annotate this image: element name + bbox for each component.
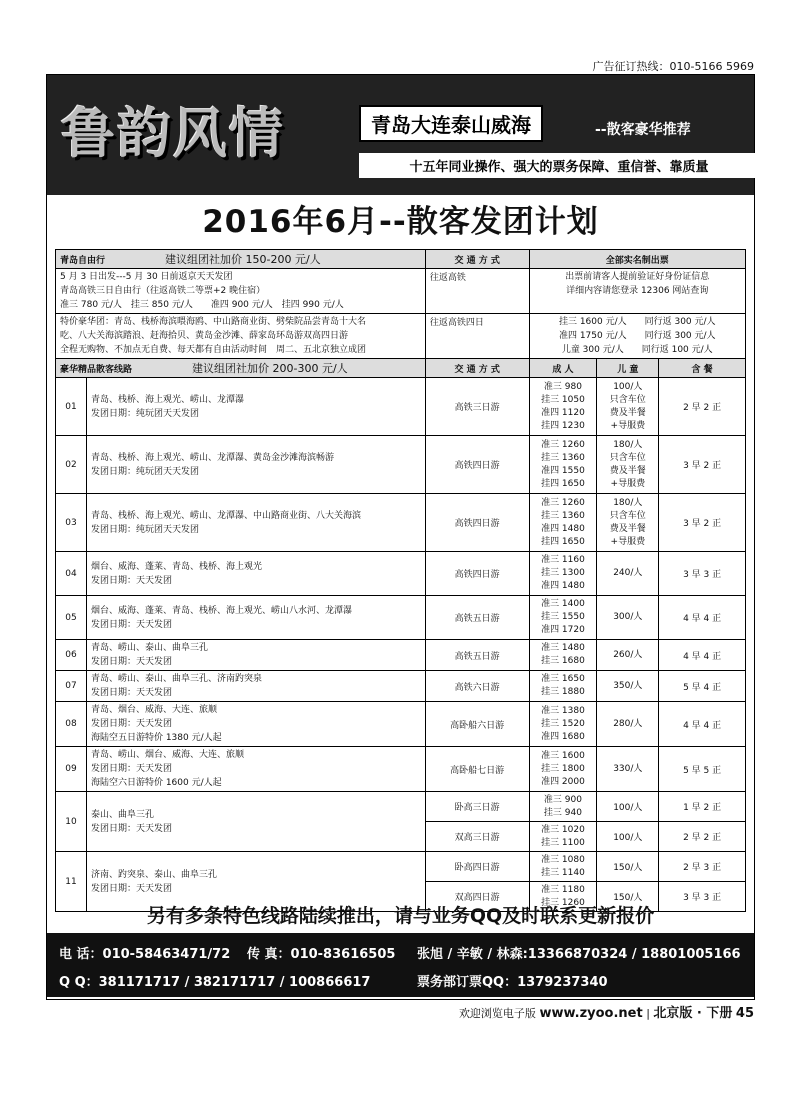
self-header-row [56, 250, 746, 269]
meal-cell: 3 早 3 正 [659, 882, 746, 912]
adult-price-cell: 准三 1180 挂三 1260 [529, 882, 597, 912]
child-price-cell: 260/人 [597, 640, 659, 671]
row-number: 05 [56, 596, 87, 640]
meal-cell: 3 早 3 正 [659, 552, 746, 596]
child-price-cell: 240/人 [597, 552, 659, 596]
headline: 2016年6月--散客发团计划 [202, 204, 599, 240]
contact-people: 张旭 / 辛敏 / 林森:13366870324 / 18801005166 [417, 947, 741, 962]
meal-cell: 3 早 2 正 [659, 436, 746, 494]
contact-ticket-qq: 票务部订票QQ：1379237340 [417, 975, 608, 990]
adult-price-cell: 准三 1600 挂三 1800 准四 2000 [529, 747, 597, 792]
adult-price-cell: 准三 1160 挂三 1300 准四 1480 [529, 552, 597, 596]
tour-row [56, 671, 746, 702]
page-number: 45 [735, 1006, 754, 1021]
route-cell: 青岛、栈桥、海上观光、崂山、龙潭瀑、中山路商业街、八大关海滨 发团日期：纯玩团天天发团 [86, 494, 425, 552]
transport-cell: 双高三日游 [425, 822, 529, 852]
transport-cell: 双高四日游 [425, 882, 529, 912]
meal-cell: 4 早 4 正 [659, 596, 746, 640]
tour-row [56, 852, 746, 882]
adult-price-cell: 准三 1260 挂三 1360 准四 1550 挂四 1650 [529, 436, 597, 494]
adult-price-cell: 准三 1650 挂三 1880 [529, 671, 597, 702]
site-link[interactable]: www.zyoo.net [539, 1006, 643, 1021]
bottom-line: 另有多条特色线路陆续推出，请与业务QQ及时联系更新报价 [146, 905, 655, 927]
route-cell: 青岛、栈桥、海上观光、崂山、龙潭瀑 发团日期：纯玩团天天发团 [86, 378, 425, 436]
meal-cell: 2 早 3 正 [659, 852, 746, 882]
tour-row [56, 792, 746, 822]
adult-price-cell: 准三 1080 挂三 1140 [529, 852, 597, 882]
tour-row [56, 596, 746, 640]
child-price-cell: 180/人 只含车位 费及半餐 +导服费 [597, 494, 659, 552]
meal-cell: 5 早 5 正 [659, 747, 746, 792]
row-number: 01 [56, 378, 87, 436]
transport-header: 交 通 方 式 [425, 250, 529, 269]
transport-cell: 高铁五日游 [425, 596, 529, 640]
transport-cell: 高卧船六日游 [425, 702, 529, 747]
adult-price-cell: 准三 1480 挂三 1680 [529, 640, 597, 671]
transport-cell: 高铁四日游 [425, 436, 529, 494]
adult-price-cell: 准三 1020 挂三 1100 [529, 822, 597, 852]
meal-cell: 2 早 2 正 [659, 822, 746, 852]
transport-cell: 高铁三日游 [425, 378, 529, 436]
footer: 欢迎浏览电子版 www.zyoo.net | 北京版 · 下册 45 [458, 1006, 754, 1021]
tour-row [56, 378, 746, 436]
route-cell: 青岛、崂山、泰山、曲阜三孔、济南趵突泉 发团日期：天天发团 [86, 671, 425, 702]
transport-cell: 高铁四日游 [425, 552, 529, 596]
row-number: 10 [56, 792, 87, 852]
transport-cell: 卧高三日游 [425, 792, 529, 822]
notice-title: 全部实名制出票 [529, 250, 745, 269]
adult-price-cell: 准三 1260 挂三 1360 准四 1480 挂四 1650 [529, 494, 597, 552]
child-price-cell: 100/人 [597, 822, 659, 852]
meal-cell: 4 早 4 正 [659, 702, 746, 747]
lux-header-row: 豪华精品散客线路 建议组团社加价 200-300 元/人 交 通 方 式 成 人 儿 童 含 餐 [56, 359, 746, 378]
self-row-2: 特价豪华团：青岛、栈桥海滨喂海鸥、中山路商业街、劈柴院品尝青岛十大名 吃、八大关海滨踏浪、赶海拾贝、黄岛金沙滩、薛家岛环岛游双高四日游 全程无购物、不加点无自费、每天都有自由活动时间 周二、五北京独立成团 往返高铁四日 挂三 1600 元/人 同行返 300 元/人 准四 1750 元/人 同行返 300 元/人 儿童 300 元/人 同行返 100 元/人 [56, 314, 746, 359]
meal-cell: 4 早 4 正 [659, 640, 746, 671]
child-price-cell: 100/人 [597, 792, 659, 822]
row-number: 08 [56, 702, 87, 747]
transport-cell: 高铁四日游 [425, 494, 529, 552]
route-cell: 烟台、威海、蓬莱、青岛、栈桥、海上观光 发团日期：天天发团 [86, 552, 425, 596]
transport-cell: 卧高四日游 [425, 852, 529, 882]
route-cell: 青岛、崂山、泰山、曲阜三孔 发团日期：天天发团 [86, 640, 425, 671]
adult-price-cell: 准三 1400 挂三 1550 准四 1720 [529, 596, 597, 640]
tour-row [56, 494, 746, 552]
child-price-cell: 330/人 [597, 747, 659, 792]
row-number: 06 [56, 640, 87, 671]
self-row-1: 5 月 3 日出发---5 月 30 日前返京天天发团 青岛高铁三日自由行（往返高铁二等票+2 晚住宿） 准三 780 元/人 挂三 850 元/人 准四 900 元/人 挂四 990 元/人 往返高铁 出票前请客人提前验证好身份证信息 详细内容请您登录 12306 网站查询 [56, 269, 746, 314]
child-price-cell: 150/人 [597, 882, 659, 912]
row-number: 03 [56, 494, 87, 552]
row-number: 07 [56, 671, 87, 702]
route-cell: 济南、趵突泉、泰山、曲阜三孔 发团日期：天天发团 [86, 852, 425, 912]
transport-cell: 高铁五日游 [425, 640, 529, 671]
row-number: 11 [56, 852, 87, 912]
adult-price-cell: 准三 980 挂三 1050 准四 1120 挂四 1230 [529, 378, 597, 436]
row-number: 09 [56, 747, 87, 792]
adult-price-cell: 准三 900 挂三 940 [529, 792, 597, 822]
meal-cell: 2 早 2 正 [659, 378, 746, 436]
contact-qq: Q Q：381171717 / 382171717 / 100866617 [59, 975, 371, 990]
child-price-cell: 280/人 [597, 702, 659, 747]
child-price-cell: 350/人 [597, 671, 659, 702]
child-price-cell: 100/人 只含车位 费及半餐 +导服费 [597, 378, 659, 436]
transport-cell: 高铁六日游 [425, 671, 529, 702]
contact-bar [47, 933, 754, 997]
brand-logo: 鲁韵风情 [61, 101, 285, 165]
self-section-title: 青岛自由行 建议组团社加价 150-200 元/人 [56, 250, 426, 269]
banner [47, 75, 754, 195]
ad-hotline: 广告征订热线：010-5166 5969 [592, 60, 754, 73]
tour-row [56, 552, 746, 596]
tour-row [56, 640, 746, 671]
tagline: --散客豪华推荐 [595, 122, 691, 138]
child-price-cell: 300/人 [597, 596, 659, 640]
route-cell: 泰山、曲阜三孔 发团日期：天天发团 [86, 792, 425, 852]
transport-cell: 高卧船七日游 [425, 747, 529, 792]
child-price-cell: 180/人 只含车位 费及半餐 +导服费 [597, 436, 659, 494]
child-price-cell: 150/人 [597, 852, 659, 882]
meal-cell: 1 早 2 正 [659, 792, 746, 822]
adult-price-cell: 准三 1380 挂三 1520 准四 1680 [529, 702, 597, 747]
meal-cell: 5 早 4 正 [659, 671, 746, 702]
slogan: 十五年同业操作、强大的票务保障、重信誉、靠质量 [359, 153, 759, 178]
contact-fax: 传 真：010-83616505 [247, 947, 396, 962]
route-cell: 烟台、威海、蓬莱、青岛、栈桥、海上观光、崂山八水河、龙潭瀑 发团日期：天天发团 [86, 596, 425, 640]
route-cell: 青岛、栈桥、海上观光、崂山、龙潭瀑、黄岛金沙滩海滨畅游 发团日期：纯玩团天天发团 [86, 436, 425, 494]
tour-row [56, 702, 746, 747]
meal-cell: 3 早 2 正 [659, 494, 746, 552]
tour-table [55, 249, 746, 912]
ad-page [46, 74, 755, 1000]
row-number: 04 [56, 552, 87, 596]
route-cell: 青岛、烟台、威海、大连、旅顺 发团日期：天天发团 海陆空五日游特价 1380 元/人起 [86, 702, 425, 747]
tour-row [56, 747, 746, 792]
tour-row [56, 436, 746, 494]
route-cell: 青岛、崂山、烟台、威海、大连、旅顺 发团日期：天天发团 海陆空六日游特价 1600 元/人起 [86, 747, 425, 792]
contact-phone: 电 话：010-58463471/72 [59, 947, 231, 962]
row-number: 02 [56, 436, 87, 494]
destinations-title: 青岛大连泰山威海 [359, 105, 543, 142]
lux-section-title: 豪华精品散客线路 建议组团社加价 200-300 元/人 [56, 359, 426, 378]
